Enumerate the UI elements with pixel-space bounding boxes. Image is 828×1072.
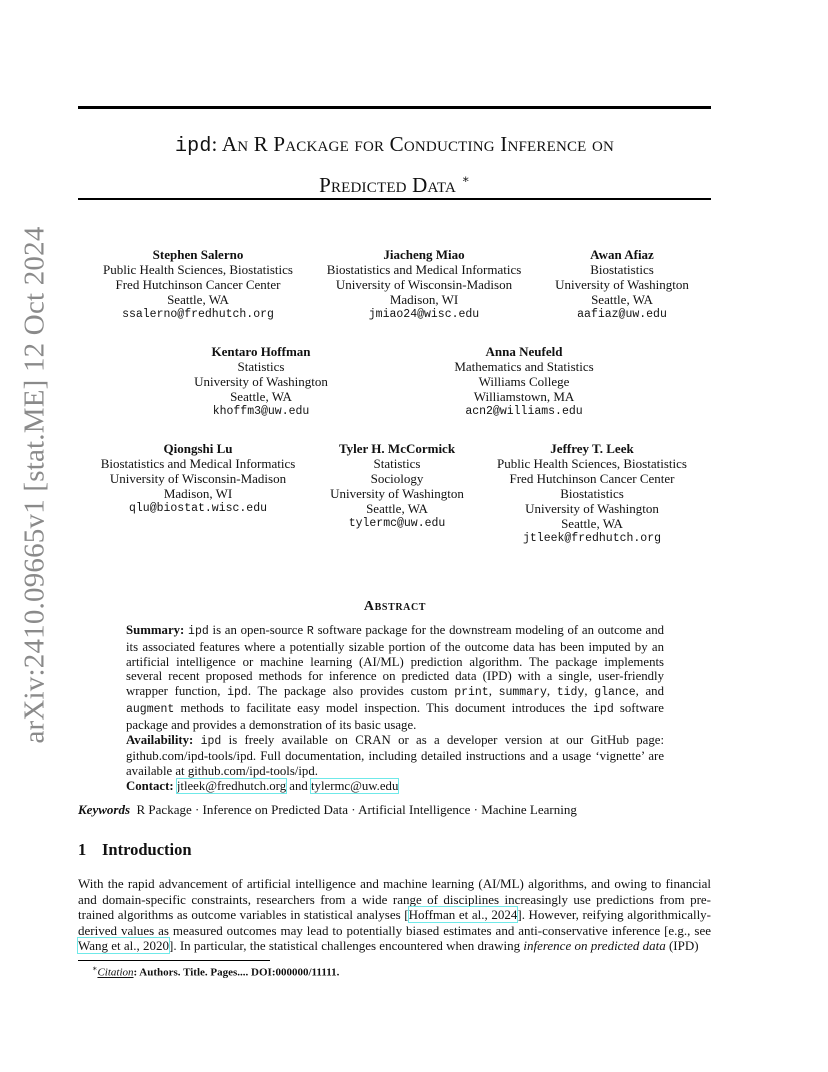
author-block <box>424 344 624 419</box>
author-affiliation: University of Washington <box>525 501 659 516</box>
summary-label: Summary: <box>126 623 185 637</box>
abstract-body <box>126 623 664 794</box>
author-affiliation: Statistics <box>237 359 285 374</box>
abstract-availability <box>126 733 664 779</box>
author-affiliation: Seattle, WA <box>167 292 229 307</box>
keywords-line <box>78 802 577 818</box>
author-block <box>532 247 712 322</box>
author-name: Awan Afiaz <box>590 247 654 262</box>
code-glance: glance <box>594 686 636 700</box>
intro-paragraph <box>78 876 711 954</box>
citation-link[interactable]: Wang et al., 2020 <box>78 938 170 954</box>
code-ipd: ipd <box>593 702 614 716</box>
author-affiliation: Seattle, WA <box>591 292 653 307</box>
abstract-heading: Abstract <box>363 599 427 614</box>
title-top-rule <box>78 106 711 109</box>
keywords-label: Keywords <box>78 802 130 817</box>
code-r: R <box>306 625 314 638</box>
summary-text: software package and provides a demonstration of its basic usage. <box>126 700 664 732</box>
footnote-citation-link[interactable]: Citation <box>97 966 134 979</box>
summary-text: is an open-source <box>208 623 307 637</box>
author-block <box>482 441 702 546</box>
title-line1-text: : An R Package for Conducting Inference on <box>211 132 615 156</box>
summary-text: . The package also provides custom <box>247 684 455 699</box>
summary-text: , <box>546 684 557 699</box>
author-email: khoffm3@uw.edu <box>212 405 310 418</box>
code-augment: augment <box>126 702 175 716</box>
availability-label: Availability: <box>126 732 194 747</box>
author-affiliation: University of Wisconsin-Madison <box>335 277 513 292</box>
author-affiliation: Seattle, WA <box>366 501 428 516</box>
author-affiliation: Statistics <box>373 456 421 471</box>
author-affiliation: University of Wisconsin-Madison <box>109 471 287 486</box>
author-affiliation: Fred Hutchinson Cancer Center <box>509 471 675 486</box>
author-affiliation: Madison, WI <box>389 292 459 307</box>
code-summary: summary <box>498 686 547 700</box>
summary-text: , and <box>635 684 664 699</box>
title-line2-text: Predicted Data <box>319 173 457 197</box>
contact-email-link[interactable]: tylermc@uw.edu <box>311 778 399 793</box>
author-affiliation: Fred Hutchinson Cancer Center <box>115 277 281 292</box>
keywords-text: R Package · Inference on Predicted Data · Artificial Intelligence · Machine Learning <box>136 802 577 817</box>
author-affiliation: Sociology <box>370 471 424 486</box>
intro-text: ]. However, reifying algorithmically-derived values as measured outcomes may lead to potentially biased estimates and anti-conservative inference [e.g., see <box>78 907 712 938</box>
author-email: jmiao24@wisc.edu <box>368 308 480 321</box>
title-package-name: ipd <box>174 135 212 158</box>
author-block <box>171 344 351 419</box>
footnote <box>92 964 339 979</box>
author-name: Stephen Salerno <box>152 247 244 262</box>
intro-text: ]. In particular, the statistical challenges encountered when drawing <box>169 938 524 954</box>
section-heading <box>78 840 192 860</box>
author-name: Jiacheng Miao <box>383 247 465 262</box>
section-number: 1 <box>78 840 87 859</box>
title-bottom-rule <box>78 198 711 200</box>
author-email: tylermc@uw.edu <box>348 517 446 530</box>
code-ipd: ipd <box>188 625 209 638</box>
contact-label: Contact: <box>126 778 174 793</box>
code-tidy: tidy <box>556 686 585 700</box>
author-affiliation: University of Washington <box>555 277 689 292</box>
summary-text: software package for the downstream modeling of an outcome and its associated features where a potentially sizable portion of the outcome data has been imputed by an artificial intelligence or machine learning (AI/ML) prediction algorithm. The package implements several recent proposed methods for inference on predicted data (IPD) with a single, user-friendly wrapper function, <box>126 623 665 699</box>
abstract-contact <box>126 779 664 794</box>
author-affiliation: Biostatistics <box>560 486 624 501</box>
citation-link[interactable]: Hoffman et al., 2024 <box>408 907 518 923</box>
author-name: Qiongshi Lu <box>163 441 233 456</box>
author-email: ssalerno@fredhutch.org <box>122 308 274 321</box>
author-name: Jeffrey T. Leek <box>550 441 634 456</box>
author-email: qlu@biostat.wisc.edu <box>128 502 268 515</box>
footnote-mark: ∗ <box>92 964 98 973</box>
footnote-rule <box>78 960 270 961</box>
summary-text: , <box>584 684 595 699</box>
title-line-1 <box>78 128 711 163</box>
code-ipd: ipd <box>227 686 248 700</box>
author-affiliation: Biostatistics and Medical Informatics <box>100 456 296 471</box>
author-affiliation: University of Washington <box>330 486 464 501</box>
author-name: Kentaro Hoffman <box>211 344 311 359</box>
author-block <box>78 247 318 322</box>
author-affiliation: Public Health Sciences, Biostatistics <box>103 262 293 277</box>
author-affiliation: Public Health Sciences, Biostatistics <box>497 456 687 471</box>
intro-text: With the rapid advancement of artificial intelligence and machine learning (AI/ML) algorithms, and owing to financial and domain-specific constraints, researchers from a wide range of disciplines increasingly use predictions from pre-trained algorithms as outcome variables in statistical analyses [ <box>78 876 711 923</box>
author-affiliation: Seattle, WA <box>561 516 623 531</box>
author-block <box>304 247 544 322</box>
author-email: acn2@williams.edu <box>465 405 583 418</box>
author-block <box>317 441 477 531</box>
section-title: Introduction <box>102 840 192 859</box>
summary-text: , <box>488 684 499 699</box>
author-name: Anna Neufeld <box>485 344 563 359</box>
intro-text: (IPD) <box>665 938 699 954</box>
author-email: jtleek@fredhutch.org <box>522 532 662 545</box>
author-affiliation: Biostatistics and Medical Informatics <box>326 262 522 277</box>
author-block <box>78 441 318 516</box>
abstract-summary <box>126 623 664 733</box>
contact-and-text: and <box>286 778 311 793</box>
contact-email-link[interactable]: jtleek@fredhutch.org <box>176 778 287 793</box>
code-print: print <box>454 686 489 700</box>
author-affiliation: Madison, WI <box>163 486 233 501</box>
summary-text: methods to facilitate easy model inspection. This document introduces the <box>174 700 594 715</box>
code-ipd: ipd <box>200 734 222 748</box>
author-name: Tyler H. McCormick <box>338 441 456 456</box>
author-affiliation: University of Washington <box>194 374 328 389</box>
author-affiliation: Mathematics and Statistics <box>454 359 594 374</box>
title-line-2 <box>78 163 711 201</box>
intro-italic-text: inference on predicted data <box>523 938 666 954</box>
author-affiliation: Biostatistics <box>590 262 654 277</box>
author-email: aafiaz@uw.edu <box>577 308 667 321</box>
author-affiliation: Seattle, WA <box>230 389 292 404</box>
paper-title <box>78 128 711 201</box>
author-affiliation: Williams College <box>478 374 570 389</box>
footnote-text: : Authors. Title. Pages.... DOI:000000/11111. <box>133 966 340 979</box>
availability-text: is freely available on CRAN or as a developer version at our GitHub page: github.com/ipd-tools/ipd. Full documentation, including detailed instructions and a usage ‘vignette’ are available at github.com/ipd-tools/ipd. <box>126 732 664 779</box>
title-footnote-mark: ∗ <box>461 172 470 186</box>
arxiv-identifier-stamp: arXiv:2410.09665v1 [stat.ME] 12 Oct 2024 <box>18 226 51 744</box>
author-affiliation: Williamstown, MA <box>473 389 575 404</box>
